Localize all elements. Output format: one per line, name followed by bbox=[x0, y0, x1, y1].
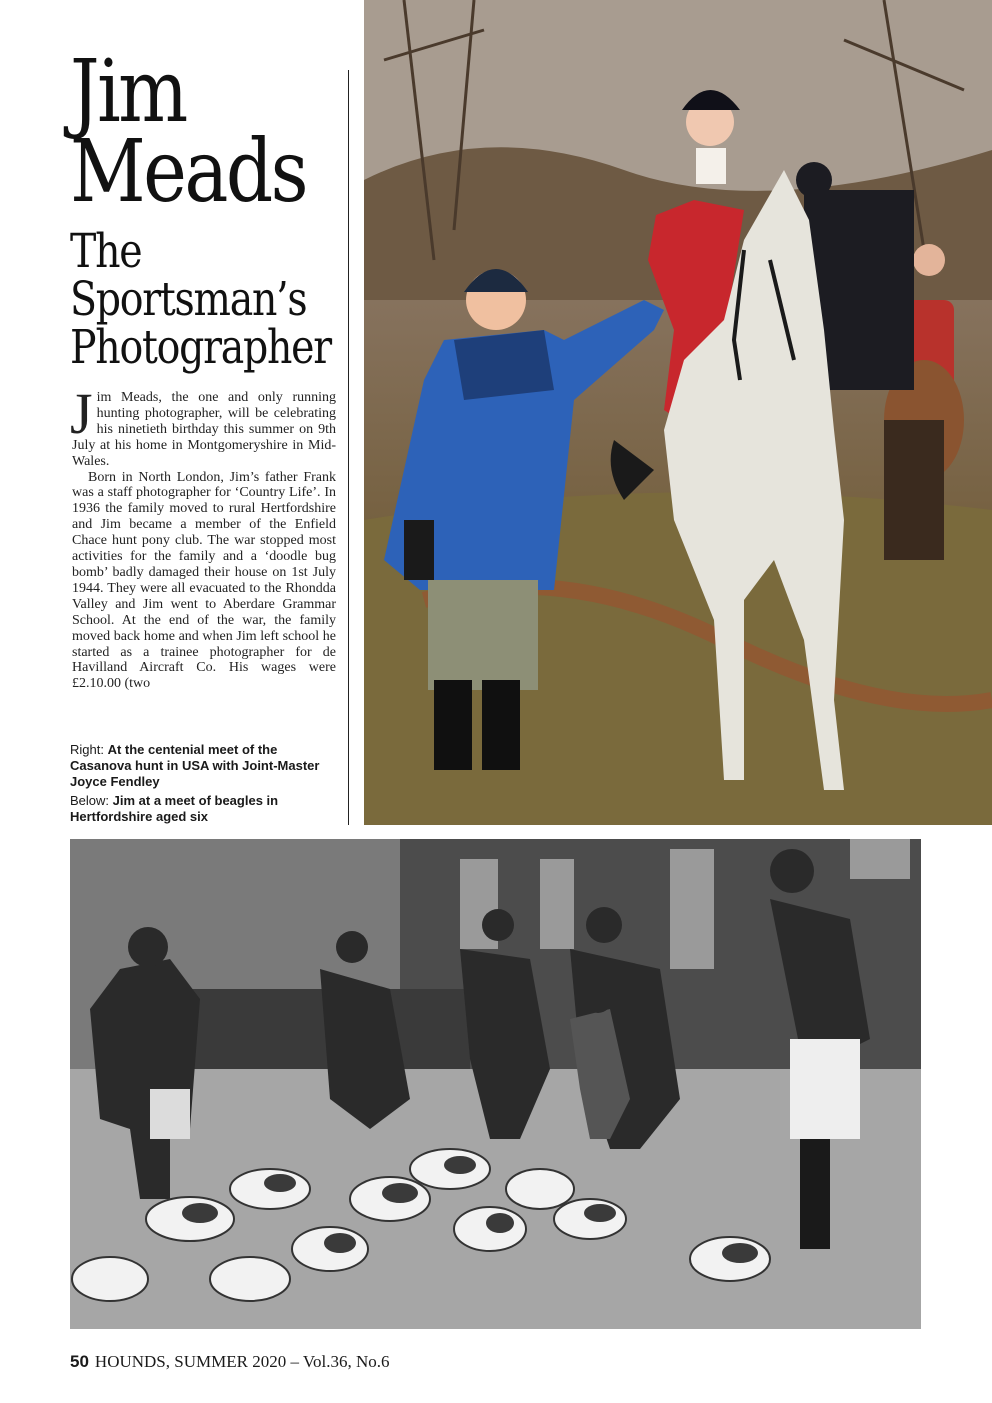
hunt-meet-illustration bbox=[364, 0, 992, 825]
page-footer bbox=[70, 1352, 389, 1372]
caption-below-text: Jim at a meet of beagles in Hertfordshire aged six bbox=[70, 793, 279, 824]
caption-right-prefix: Right: bbox=[70, 742, 108, 757]
photo-captions bbox=[70, 742, 342, 828]
paragraph-1-text: im Meads, the one and only running hunting photographer, will be celebrating his ninetieth birthday this summer on 9th July at his home in Montgomeryshire in Mid-Wales. bbox=[72, 390, 336, 469]
caption-right bbox=[70, 742, 342, 790]
caption-below bbox=[70, 793, 342, 825]
article-subtitle-text: The Sportsman’s Photographer bbox=[70, 224, 331, 375]
paragraph-1 bbox=[70, 381, 336, 470]
caption-right-text: At the centenial meet of the Casanova hunt in USA with Joint-Master Joyce Fendley bbox=[70, 742, 320, 789]
article-subtitle bbox=[70, 224, 347, 375]
beagle-meet-photo bbox=[70, 839, 921, 1329]
caption-below-prefix: Below: bbox=[70, 793, 113, 808]
article-body bbox=[70, 381, 336, 692]
hunt-meet-photo bbox=[364, 0, 992, 825]
beagle-meet-illustration bbox=[70, 839, 921, 1329]
page-number: 50 bbox=[70, 1352, 89, 1371]
article-title bbox=[70, 42, 307, 222]
publication-info: HOUNDS, SUMMER 2020 – Vol.36, No.6 bbox=[94, 1352, 390, 1371]
column-divider bbox=[348, 70, 349, 825]
paragraph-2: Born in North London, Jim’s father Frank was a staff photographer for ‘Country Life’. In 1936 the family moved to rural Hertfordshire and Jim became a member of the Enfield Chace hunt pony club. The war stopped most activities for the family and a ‘doodle bug bomb’ badly damaged their house on 1st July 1944. They were all evacuated to the Rhondda Valley and Jim went to Aberdare Grammar School. At the end of the war, the family moved back home and when Jim left school he started as a trainee photographer for de Havilland Aircraft Co. His wages were £2.10.00 (two bbox=[72, 469, 336, 692]
article-title-text: Jim Meads bbox=[70, 42, 307, 222]
drop-cap: J bbox=[70, 381, 93, 446]
